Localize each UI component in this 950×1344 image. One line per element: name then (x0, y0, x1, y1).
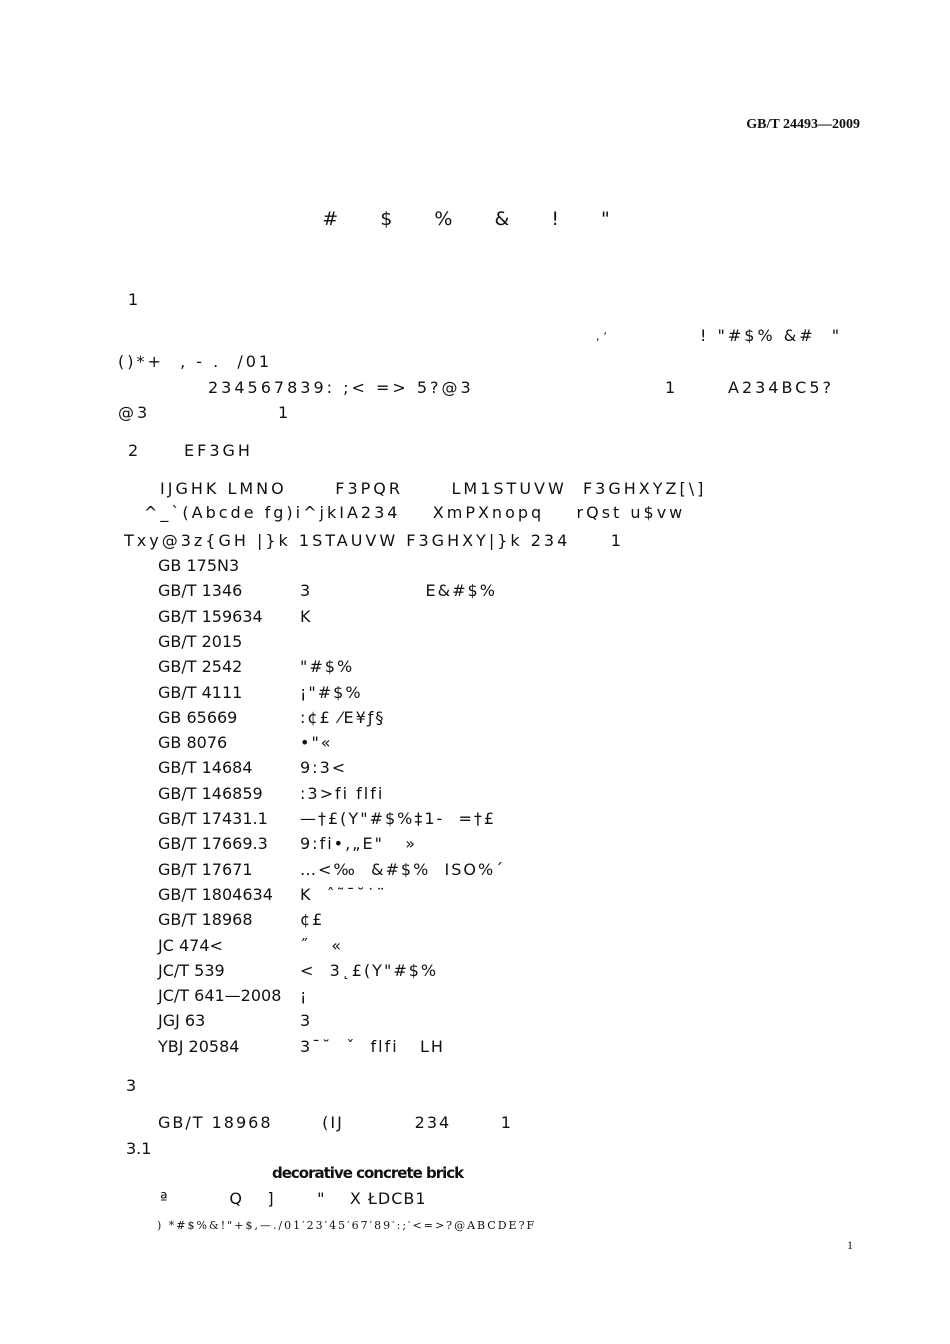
section-1-line-c3: A234BC5? (728, 378, 835, 397)
reference-code: JC/T 539 (158, 960, 225, 980)
term-english: decorative concrete brick (272, 1164, 464, 1182)
reference-title: K (300, 606, 313, 626)
reference-title: :3>fi flfi (300, 783, 385, 803)
reference-title: "#$% (300, 657, 355, 677)
section-1-line-c: 234567839: ;< => 5?@3 (208, 378, 474, 397)
reference-code: GB/T 4111 (158, 682, 243, 702)
reference-code: GB/T 2015 (158, 631, 243, 651)
footnote: ) *#$%&!"+$,—./01′23′45′67′89′:;′<=>?@ABCDE?F (157, 1219, 537, 1232)
reference-code: JGJ 63 (158, 1011, 206, 1031)
reference-title: …<‰ &#$% ISO%´ (300, 859, 506, 879)
section-1-mark: ‚‘ (596, 330, 611, 343)
section-1-line-b: ()*+ , - . /01 (118, 352, 273, 371)
reference-code: GB/T 2542 (158, 657, 243, 677)
reference-title: ˝ « (300, 935, 344, 955)
reference-code: GB/T 17669.3 (158, 834, 268, 854)
reference-code: GB 8076 (158, 733, 228, 753)
reference-code: GB/T 146859 (158, 783, 263, 803)
reference-title: 9:3< (300, 758, 348, 778)
reference-code: GB/T 1804634 (158, 884, 273, 904)
section-3-number: 3 (126, 1076, 140, 1095)
reference-code: GB/T 159634 (158, 606, 263, 626)
reference-title: :¢£ ⁄E¥ƒ§ (300, 707, 386, 727)
reference-title: ¢£ (300, 910, 325, 930)
reference-code: GB/T 17671 (158, 859, 253, 879)
document-title: # $ % & ! " (322, 208, 628, 230)
section-1-number: 1 (128, 290, 142, 309)
reference-title: 9:fi•,„E" » (300, 834, 417, 854)
reference-title: 3 (300, 1011, 313, 1031)
reference-code: GB 175N3 (158, 556, 240, 575)
section-2-para-2: ^_`(Abcde fg)i^jkIA234 XmPXnopq rQst u$vw (144, 503, 686, 522)
reference-code: GB/T 14684 (158, 758, 253, 778)
reference-title: •"« (300, 733, 333, 753)
section-1-line-d: @3 (118, 403, 151, 422)
section-2-para-1: IJGHK LMNO F3PQR LM1STUVW F3GHXYZ[\] (160, 479, 707, 498)
section-2-para-3: Txy@3z{GH |}k 1STAUVW F3GHXY|}k 234 1 (124, 531, 624, 550)
term-line: ª Q ] " X ŁDCB1 (160, 1189, 427, 1208)
reference-code: JC/T 641—2008 (158, 986, 282, 1006)
reference-code: GB 65669 (158, 707, 238, 727)
reference-code: GB/T 17431.1 (158, 809, 268, 828)
reference-title: < 3˛£(Y"#$% (300, 960, 439, 980)
reference-title: —†£(Y"#$%‡1- =†£ (300, 809, 497, 828)
section-1-line-a: ! "#$% &# " (700, 326, 843, 345)
reference-code: JC 474< (158, 935, 223, 955)
standard-number: GB/T 24493—2009 (746, 117, 860, 132)
reference-title: 3¯˘ ˇ flfi LH (300, 1036, 445, 1056)
section-2-number: 2 (128, 441, 142, 460)
section-3-para: GB/T 18968 (IJ 234 1 (158, 1113, 513, 1132)
page-number: 1 (847, 1238, 853, 1252)
section-2-heading: EF3GH (184, 441, 253, 460)
reference-title: 3 E&#$% (300, 581, 497, 601)
reference-title: ¡ (300, 986, 309, 1006)
section-1-line-d2: 1 (278, 403, 292, 422)
section-1-line-c2: 1 (665, 378, 679, 397)
reference-code: YBJ 20584 (158, 1036, 240, 1056)
reference-code: GB/T 18968 (158, 910, 253, 930)
reference-code: GB/T 1346 (158, 581, 243, 601)
section-3-1-number: 3.1 (126, 1139, 152, 1158)
reference-title: K ˆ˜¯˘˙¨ (300, 884, 387, 904)
reference-title: ¡"#$% (300, 682, 363, 702)
